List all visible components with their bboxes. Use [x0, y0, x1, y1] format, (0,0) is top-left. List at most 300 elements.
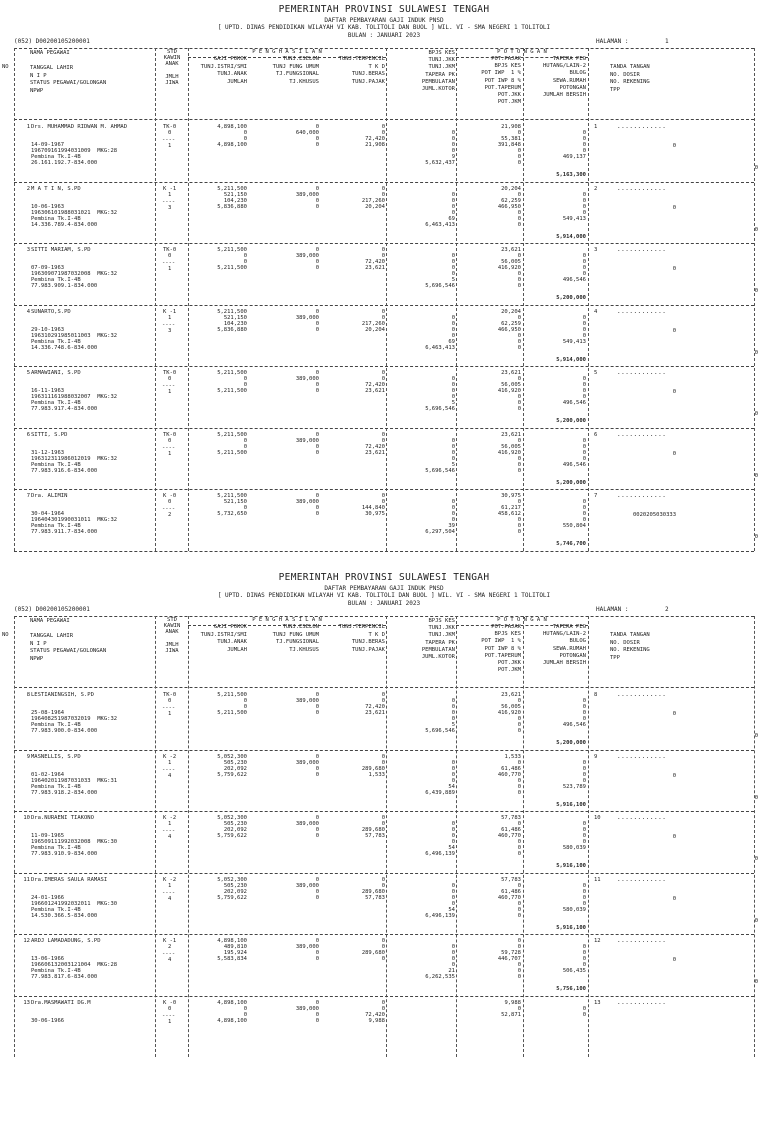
gaji-value: 5,759,622: [217, 894, 247, 901]
signature-number: 8: [594, 692, 598, 698]
signature-number: 6: [594, 431, 598, 438]
eselon-value: 0: [315, 827, 319, 833]
child-count: 0: [168, 499, 172, 505]
child-count: 0: [168, 437, 172, 444]
rank: Pembina Tk.I-4B: [31, 783, 81, 790]
dash: ----: [162, 1012, 176, 1019]
account-number: 0: [672, 389, 676, 395]
terpencil-value: 0: [381, 698, 385, 704]
row-number: 9: [26, 753, 30, 760]
terpencil-value: 0: [381, 370, 385, 376]
family-count: 1: [168, 1018, 172, 1025]
employee-name: Dra.NURAENI TIAKONO: [31, 815, 94, 821]
signature-number: 11: [594, 876, 601, 883]
tapera-value: 496,546: [562, 277, 586, 283]
birth-date: 11-09-1965: [31, 833, 65, 839]
family-count: 3: [168, 327, 172, 334]
tapera-value: 0: [582, 253, 586, 259]
gaji-value: 202,092: [223, 765, 247, 772]
npwp: 77.983.917.4-834.000: [31, 406, 98, 412]
eselon-value: 0: [315, 185, 319, 192]
gaji-value: 202,092: [223, 888, 247, 895]
tapera-value: 0: [582, 136, 586, 142]
gaji-value: 5,759,622: [217, 771, 247, 778]
column-divider: [754, 616, 755, 1057]
gaji-value: 505,230: [223, 882, 247, 889]
col-tapera: TAPERA PEG HUTANG/LAIN-2 BULOG SEWA.RUMAH POTONGAN JUMLAH BERSIH: [542, 624, 586, 667]
potongan-value: 0: [517, 160, 521, 166]
potongan-value: 0: [517, 783, 521, 790]
signature-line[interactable]: ............: [617, 246, 667, 253]
tapera-value: 550,804: [562, 523, 586, 529]
potongan-value: 9,988: [504, 999, 521, 1006]
bpjs-value: 0: [451, 148, 455, 154]
account-number: 0: [672, 327, 676, 334]
dash: ----: [162, 260, 176, 266]
signature-line[interactable]: ............: [617, 937, 667, 944]
tapera-value: 0: [582, 827, 586, 833]
row-separator: [14, 934, 754, 935]
eselon-value: 0: [315, 370, 319, 376]
rank: Pembina Tk.I-4B: [31, 845, 81, 851]
bpjs-value: 0: [451, 771, 455, 778]
bpjs-value: 0: [451, 209, 455, 216]
potongan-value: 0: [517, 376, 521, 382]
potongan-value: 446,707: [497, 956, 521, 962]
tapera-value: 0: [582, 209, 586, 216]
dash: ----: [162, 766, 176, 773]
column-divider: [386, 48, 387, 551]
bpjs-value: 0: [451, 698, 455, 704]
npwp: 77.983.918.2-834.000: [31, 789, 98, 796]
family-count: 1: [168, 143, 172, 149]
signature-number: 4: [594, 308, 598, 315]
tapera-value: 0: [582, 265, 586, 271]
eselon-value: 0: [315, 203, 319, 210]
tapera-value: 0: [582, 376, 586, 382]
tapera-value: 580,039: [562, 906, 586, 913]
tapera-value: 0: [582, 437, 586, 444]
eselon-value: 0: [315, 431, 319, 438]
tapera-value: 0: [582, 130, 586, 136]
row-separator: [14, 873, 754, 874]
potongan-value: 57,783: [501, 876, 521, 883]
eselon-value: 0: [315, 704, 319, 710]
col-potpajak: POT.PAJAK BPJS KES POT IWP 1 % POT IWP 8 % POT.TAPERUM POT.JKK POT.JKM: [481, 56, 521, 106]
signature-line[interactable]: ............: [617, 752, 667, 760]
potongan-value: 0: [517, 974, 521, 980]
birth-date: 07-09-1963: [31, 265, 65, 271]
tpp-value: 0: [754, 165, 758, 171]
gaji-value: 5,052,300: [217, 876, 247, 883]
potongan-value: 0: [517, 912, 521, 919]
bpjs-value: 0: [451, 265, 455, 271]
eselon-value: 0: [315, 815, 319, 821]
npwp: 77.983.916.6-834.000: [31, 467, 98, 474]
eselon-value: 389,000: [295, 437, 319, 444]
tapera-value: 496,546: [562, 400, 586, 406]
gaji-value: 521,150: [223, 499, 247, 505]
gaji-value: 195,924: [223, 950, 247, 956]
employee-name: Drs. MUHAMMAD RIDWAN M. AHMAD: [31, 124, 128, 130]
col-bpjs: BPJS KES TUNJ.JKK TUNJ.JKM TAPERA PK PEMBULATAN JUML.KOTOR: [421, 50, 455, 93]
gaji-value: 5,583,834: [217, 956, 247, 962]
col-eselon: TUNJ.ESELON TUNJ FUNG UMUM TJ.FUNGSIONAL TJ.KHUSUS: [272, 56, 319, 85]
nip: 196312311986012019 MKG:32: [31, 455, 118, 462]
npwp: 26.161.192.7-834.000: [31, 160, 98, 166]
potongan-value: 56,005: [501, 704, 521, 710]
gaji-value: 5,836,880: [217, 326, 247, 333]
terpencil-value: 0: [381, 938, 385, 944]
child-count: 1: [168, 821, 172, 827]
nip: 196601241992032011 MKG:30: [31, 900, 118, 907]
signature-line[interactable]: ............: [617, 998, 667, 1006]
account-number: 0: [672, 450, 676, 457]
tapera-value: 0: [582, 839, 586, 845]
eselon-value: 0: [315, 326, 319, 333]
signature-number: 13: [594, 999, 601, 1006]
net-pay: 5,916,100: [556, 924, 586, 931]
tapera-value: 0: [582, 716, 586, 722]
bpjs-value: 0: [451, 511, 455, 517]
terpencil-value: 217,260: [361, 197, 385, 204]
terpencil-value: 23,621: [365, 388, 385, 394]
bpjs-value: 0: [451, 499, 455, 505]
terpencil-value: 0: [381, 308, 385, 315]
potongan-value: 0: [517, 394, 521, 400]
eselon-value: 0: [315, 511, 319, 517]
bpjs-value: 0: [451, 437, 455, 444]
dash: ----: [162, 383, 176, 389]
tapera-value: 0: [582, 894, 586, 901]
rank: Pembina Tk.I-4B: [31, 906, 81, 913]
potongan-value: 57,783: [501, 815, 521, 821]
bpjs-value: 54: [448, 783, 455, 790]
col-terpencil: TUNJ.TERPENCIL T K D TUNJ.BERAS TUNJ.PAJAK: [338, 56, 385, 85]
potongan-value: 0: [517, 938, 521, 944]
signature-line[interactable]: ............: [617, 691, 667, 698]
bpjs-value: 0: [451, 517, 455, 523]
tapera-value: 0: [582, 962, 586, 968]
eselon-value: 389,000: [295, 191, 319, 198]
potongan-value: 56,005: [501, 443, 521, 450]
signature-number: 3: [594, 247, 598, 253]
signature-line[interactable]: ............: [617, 184, 667, 192]
row-number: 10: [23, 815, 30, 821]
tapera-value: 0: [582, 148, 586, 154]
dash: ----: [162, 137, 176, 143]
nip: 196306101988031021 MKG:32: [31, 209, 118, 216]
row-separator: [14, 996, 754, 997]
bpjs-value: 0: [451, 203, 455, 210]
page-1: [0, 4, 768, 564]
bpjs-value: 0: [451, 827, 455, 833]
potongan-value: 0: [517, 215, 521, 222]
tpp-value: 0: [754, 979, 758, 985]
birth-date: 31-12-1963: [31, 449, 65, 456]
page-number: 1: [665, 38, 669, 45]
signature-line[interactable]: ............: [617, 875, 667, 883]
eselon-value: 0: [315, 771, 319, 778]
birth-date: 25-08-1964: [31, 710, 65, 716]
nip: 196309071987032008 MKG:32: [31, 271, 118, 277]
gaji-value: 104,230: [223, 197, 247, 204]
tapera-value: 0: [582, 900, 586, 907]
bpjs-value: 6,496,139: [425, 851, 455, 857]
employee-name: ARDJ LAMADADUNG, S.PD: [31, 938, 101, 944]
page-subtitle: DAFTAR PEMBAYARAN GAJI INDUK PNSD: [324, 17, 444, 24]
child-count: 0: [168, 130, 172, 136]
signature-line[interactable]: ............: [617, 814, 667, 821]
potongan-value: 61,486: [501, 888, 521, 895]
col-pegawai: NAMA PEGAWAI TANGGAL LAHIR N I P STATUS PEGAWAI/GOLONGAN NPWP: [30, 618, 107, 662]
rank: Pembina Tk.I-4B: [31, 722, 81, 728]
terpencil-value: 0: [381, 999, 385, 1006]
nip: 196311161988032007 MKG:32: [31, 394, 118, 400]
marital-status: TK-0: [163, 124, 177, 130]
gaji-value: 0: [243, 1011, 247, 1018]
birth-date: 24-01-1966: [31, 894, 65, 901]
terpencil-value: 0: [381, 956, 385, 962]
gaji-value: 0: [243, 253, 247, 259]
row-number: 3: [26, 247, 30, 253]
gaji-value: 505,230: [223, 759, 247, 766]
tapera-value: 0: [582, 320, 586, 327]
tapera-value: 0: [582, 517, 586, 523]
eselon-value: 389,000: [295, 759, 319, 766]
gaji-value: 0: [243, 382, 247, 388]
employee-name: Dra. ALIMIN: [31, 493, 68, 499]
potongan-value: 0: [517, 499, 521, 505]
terpencil-value: 0: [381, 876, 385, 883]
potongan-value: 0: [517, 467, 521, 474]
potongan-value: 20,204: [501, 185, 521, 192]
eselon-value: 389,000: [295, 499, 319, 505]
terpencil-value: 0: [381, 376, 385, 382]
gaji-value: 0: [243, 698, 247, 704]
column-divider: [588, 616, 589, 1057]
rank: Pembina Tk.I-4B: [31, 277, 81, 283]
signature-number: 12: [594, 938, 601, 944]
terpencil-value: 20,204: [365, 203, 385, 210]
gaji-value: 4,898,100: [217, 124, 247, 130]
signature-line[interactable]: ............: [617, 123, 667, 130]
birth-date: 30-06-1966: [31, 1017, 65, 1024]
gaji-value: 0: [243, 376, 247, 382]
tapera-value: 0: [582, 499, 586, 505]
tapera-value: 0: [582, 271, 586, 277]
row-number: 13: [23, 999, 30, 1006]
row-separator: [14, 428, 754, 429]
gaji-value: 104,230: [223, 320, 247, 327]
eselon-value: 0: [315, 493, 319, 499]
account-number: 0: [672, 895, 676, 902]
potongan-value: 416,920: [497, 265, 521, 271]
gaji-value: 4,898,100: [217, 938, 247, 944]
potongan-value: 0: [517, 455, 521, 462]
bpjs-value: 0: [451, 455, 455, 462]
row-separator: [14, 489, 754, 490]
nip: 196404301990031011 MKG:32: [31, 517, 118, 523]
bpjs-value: 6,262,535: [425, 974, 455, 980]
potongan-value: 466,950: [497, 203, 521, 210]
potongan-value: 0: [517, 851, 521, 857]
signature-number: 7: [594, 493, 598, 499]
page-number: 2: [665, 606, 669, 613]
terpencil-value: 72,420: [365, 382, 385, 388]
page-title: PEMERINTAH PROVINSI SULAWESI TENGAH: [278, 572, 490, 583]
net-pay: 5,200,000: [556, 479, 586, 486]
birth-date: 13-06-1966: [31, 956, 65, 962]
tapera-value: 0: [582, 765, 586, 772]
rank: Pembina Tk.I-4B: [31, 215, 81, 222]
eselon-value: 0: [315, 197, 319, 204]
nip: 196509111992032008 MKG:30: [31, 839, 118, 845]
col-penghasilan: P E N G H A S I L A N: [252, 617, 322, 623]
page-label: HALAMAN :: [596, 606, 629, 613]
eselon-value: 0: [315, 247, 319, 253]
eselon-value: 389,000: [295, 1005, 319, 1012]
bpjs-value: 0: [451, 443, 455, 450]
tapera-value: 0: [582, 326, 586, 333]
col-terpencil: TUNJ.TERPENCIL T K D TUNJ.BERAS TUNJ.PAJAK: [338, 624, 385, 653]
tpp-value: 0: [754, 472, 758, 479]
bpjs-value: 39: [448, 523, 455, 529]
tapera-value: 0: [582, 882, 586, 889]
bpjs-value: 0: [451, 271, 455, 277]
potongan-value: 0: [517, 722, 521, 728]
bpjs-value: 0: [451, 253, 455, 259]
net-pay: 5,916,100: [556, 863, 586, 869]
gaji-value: 5,211,500: [217, 247, 247, 253]
row-number: 6: [26, 431, 30, 438]
tapera-value: 0: [582, 191, 586, 198]
tapera-value: 0: [582, 821, 586, 827]
tapera-value: 0: [582, 394, 586, 400]
tapera-value: 523,789: [562, 783, 586, 790]
potongan-value: 56,005: [501, 259, 521, 265]
terpencil-value: 0: [381, 759, 385, 766]
terpencil-value: 0: [381, 499, 385, 505]
birth-date: 14-09-1967: [31, 142, 65, 148]
child-count: 2: [168, 944, 172, 950]
row-number: 8: [26, 692, 30, 698]
col-std: STD KAWIN ANAK JMLH JIWA: [163, 49, 181, 87]
bpjs-value: 6,463,413: [425, 344, 455, 351]
potongan-value: 0: [517, 148, 521, 154]
header-line-bottom: [14, 119, 754, 120]
tapera-value: 0: [582, 833, 586, 839]
marital-status: K -2: [163, 815, 177, 821]
gaji-value: 5,211,500: [217, 185, 247, 192]
gaji-value: 5,732,650: [217, 511, 247, 517]
terpencil-value: 0: [381, 247, 385, 253]
gaji-value: 0: [243, 136, 247, 142]
signature-line[interactable]: ............: [617, 492, 667, 499]
employee-name: SITTI MARIAM, S.PD: [31, 247, 91, 253]
tapera-value: 496,546: [562, 461, 586, 468]
rank: Pembina Tk.I-4B: [31, 461, 81, 468]
gaji-value: 5,052,300: [217, 753, 247, 760]
signature-line[interactable]: ............: [617, 307, 667, 315]
birth-date: 29-10-1963: [31, 326, 65, 333]
family-count: 4: [168, 772, 172, 779]
bpjs-value: 0: [451, 716, 455, 722]
terpencil-value: 0: [381, 124, 385, 130]
bpjs-value: 5,696,546: [425, 467, 455, 474]
potongan-value: 23,621: [501, 692, 521, 698]
nip: 196606132003121004 MKG:28: [31, 962, 118, 968]
npwp: 77.983.817.6-834.000: [31, 974, 98, 980]
potongan-value: 0: [517, 698, 521, 704]
bpjs-value: 0: [451, 777, 455, 784]
bpjs-value: 5: [451, 400, 455, 406]
birth-date: 01-02-1964: [31, 771, 65, 778]
col-eselon: TUNJ.ESELON TUNJ FUNG UMUM TJ.FUNGSIONAL TJ.KHUSUS: [272, 624, 319, 653]
eselon-value: 0: [315, 888, 319, 895]
npwp: 14.530.366.5-834.000: [31, 912, 98, 919]
page-subtitle: DAFTAR PEMBAYARAN GAJI INDUK PNSD: [324, 585, 444, 592]
eselon-value: 0: [315, 443, 319, 450]
potongan-value: 0: [517, 437, 521, 444]
tapera-value: 496,546: [562, 722, 586, 728]
bpjs-value: 0: [451, 142, 455, 148]
terpencil-value: 30,975: [365, 511, 385, 517]
row-separator: [14, 811, 754, 812]
potongan-value: 0: [517, 344, 521, 351]
npwp: 14.336.748.6-834.000: [31, 344, 98, 351]
tapera-value: 0: [582, 443, 586, 450]
eselon-value: 0: [315, 505, 319, 511]
child-count: 1: [168, 759, 172, 766]
dash: ----: [162, 198, 176, 205]
gaji-value: 0: [243, 437, 247, 444]
family-count: 1: [168, 711, 172, 717]
potongan-value: 0: [517, 777, 521, 784]
marital-status: K -2: [163, 753, 177, 760]
bpjs-value: 6,297,504: [425, 529, 455, 535]
bpjs-value: 54: [448, 906, 455, 913]
bpjs-value: 9: [451, 154, 455, 160]
tapera-value: 0: [582, 382, 586, 388]
gaji-value: 5,211,500: [217, 388, 247, 394]
dash: ----: [162, 889, 176, 896]
unit-code: (052) D00200105200001: [14, 38, 90, 45]
gaji-value: 5,211,500: [217, 308, 247, 315]
potongan-value: 52,871: [501, 1011, 521, 1018]
tapera-value: 0: [582, 203, 586, 210]
npwp: 77.983.909.1-834.000: [31, 283, 98, 289]
potongan-value: 0: [517, 728, 521, 734]
eselon-value: 389,000: [295, 253, 319, 259]
tpp-value: 0: [754, 534, 758, 540]
potongan-value: 466,950: [497, 326, 521, 333]
potongan-value: 416,920: [497, 388, 521, 394]
terpencil-value: 57,783: [365, 833, 385, 839]
eselon-value: 0: [315, 142, 319, 148]
child-count: 1: [168, 191, 172, 198]
bpjs-value: 0: [451, 765, 455, 772]
eselon-value: 389,000: [295, 698, 319, 704]
potongan-value: 23,621: [501, 370, 521, 376]
signature-line[interactable]: ............: [617, 430, 667, 438]
terpencil-value: 144,840: [361, 505, 385, 511]
potongan-value: 62,259: [501, 197, 521, 204]
terpencil-value: 0: [381, 130, 385, 136]
npwp: 77.983.910.9-834.000: [31, 851, 98, 857]
terpencil-value: 289,680: [361, 950, 385, 956]
signature-line[interactable]: ............: [617, 369, 667, 376]
